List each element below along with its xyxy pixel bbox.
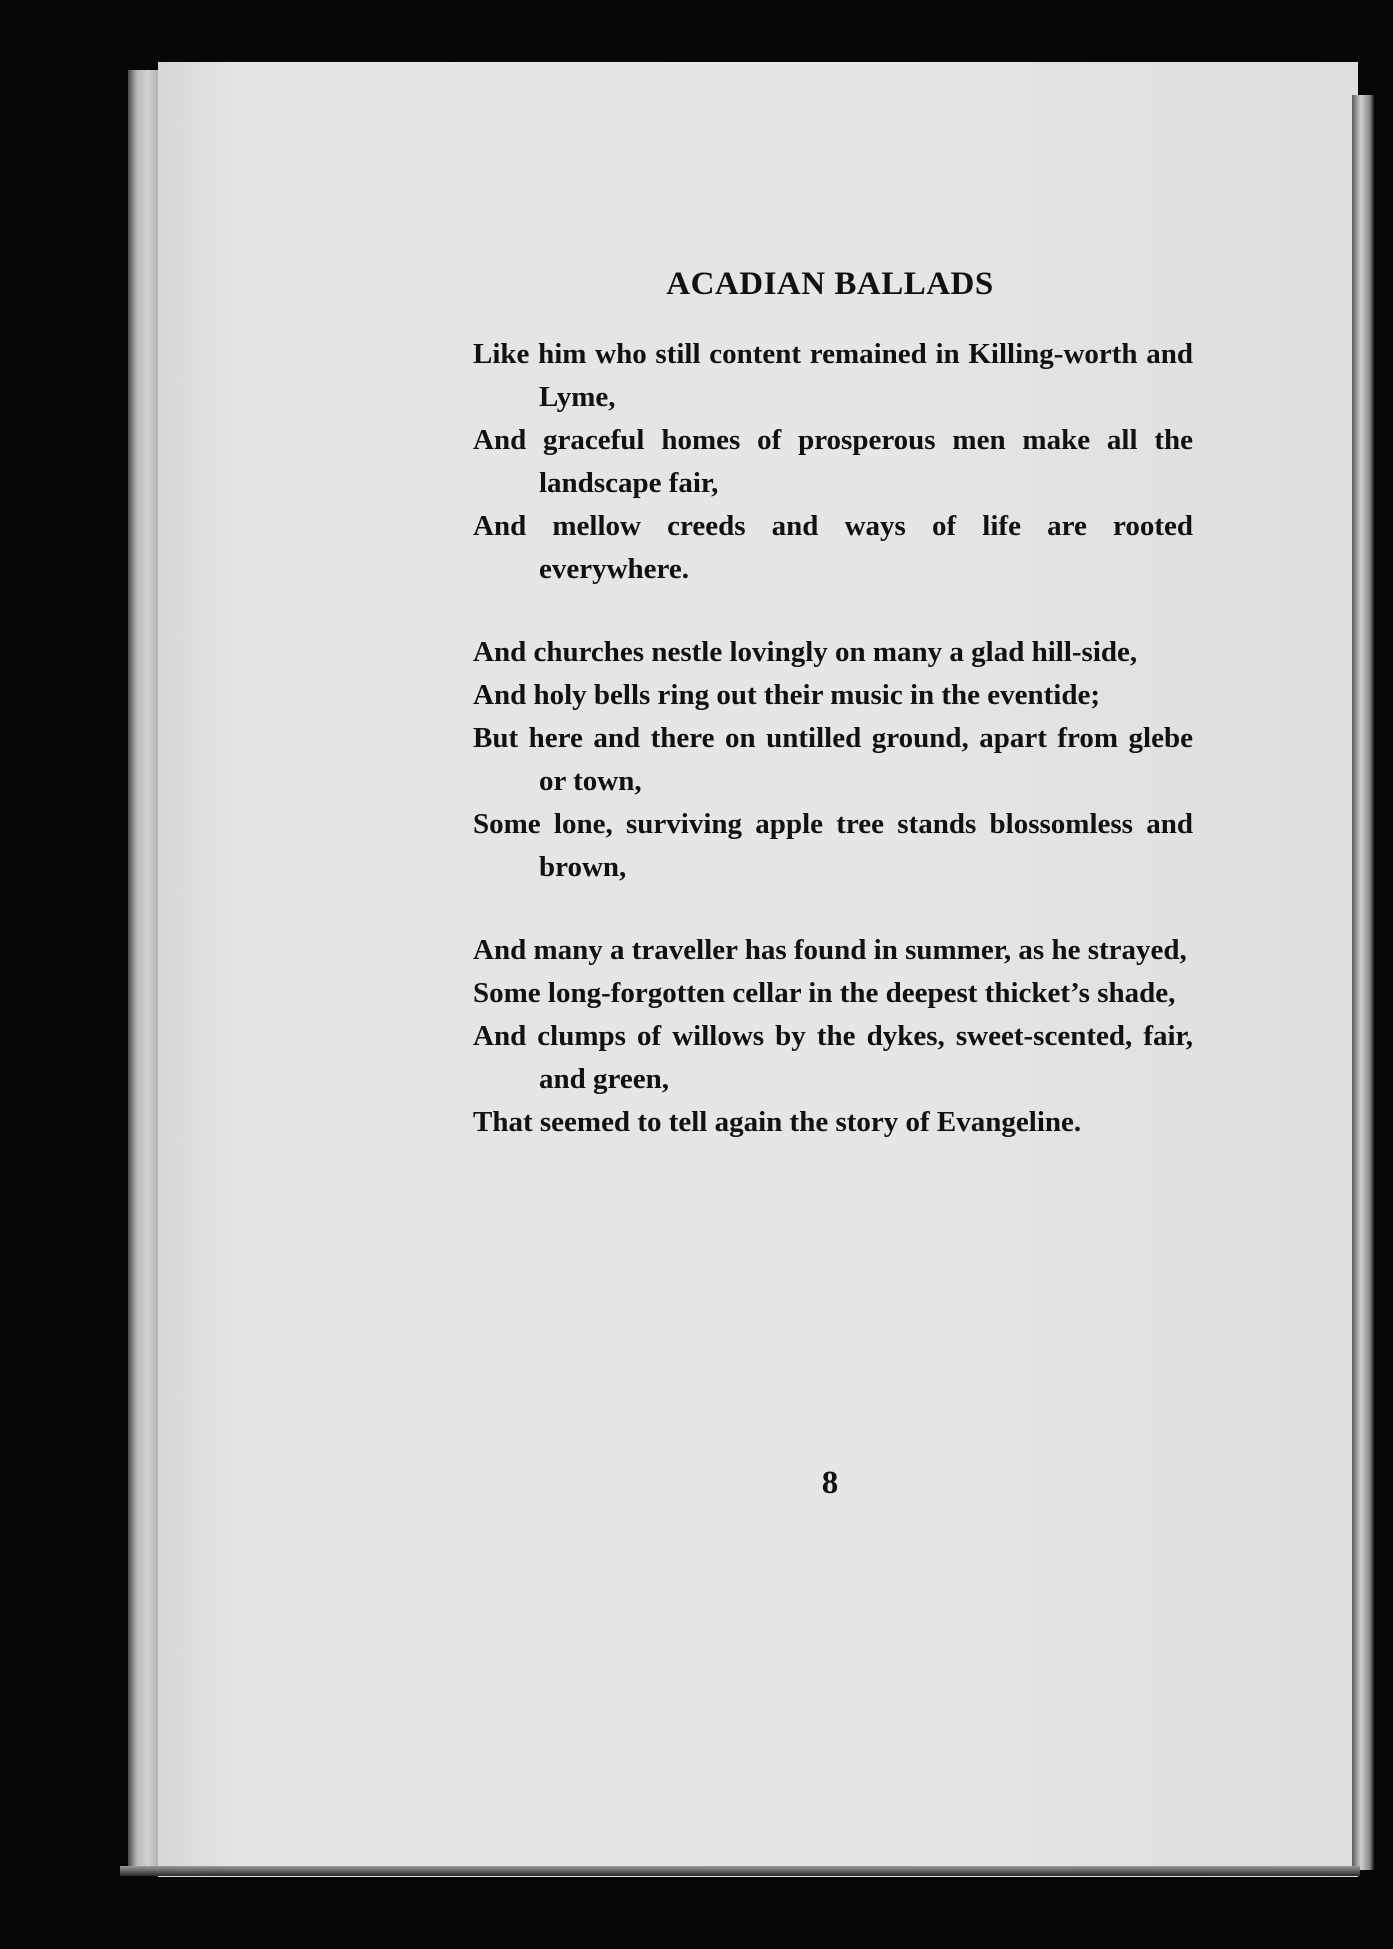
verse-line: And holy bells ring out their music in the eventide; bbox=[473, 679, 1101, 711]
stanza-3 bbox=[473, 929, 1193, 1144]
verse-line: That seemed to tell again the story of Evangeline. bbox=[473, 1106, 1082, 1138]
verse-line: Like him who still content remained in Killing-worth and Lyme, bbox=[473, 338, 1193, 413]
verse-line: Some long-forgotten cellar in the deepest thicket’s shade, bbox=[473, 977, 1176, 1009]
verse-line: And graceful homes of prosperous men make all the landscape fair, bbox=[473, 424, 1193, 499]
stanza-2 bbox=[473, 631, 1193, 889]
verse-line: And clumps of willows by the dykes, sweet-scented, fair, and green, bbox=[473, 1020, 1193, 1095]
running-head: ACADIAN BALLADS bbox=[666, 266, 994, 302]
verse-line: And many a traveller has found in summer, as he strayed, bbox=[473, 934, 1187, 966]
facing-page-edge bbox=[1352, 95, 1374, 1870]
page-bottom-edge bbox=[120, 1866, 1360, 1876]
poem-text bbox=[473, 333, 1193, 1144]
verse-line: And mellow creeds and ways of life are rooted everywhere. bbox=[473, 510, 1193, 585]
verse-line: Some lone, surviving apple tree stands blossomless and brown, bbox=[473, 808, 1193, 883]
verse-line: And churches nestle lovingly on many a glad hill-side, bbox=[473, 636, 1138, 668]
verse-line: But here and there on untilled ground, apart from glebe or town, bbox=[473, 722, 1193, 797]
page-number: 8 bbox=[821, 1465, 839, 1501]
stanza-1 bbox=[473, 333, 1193, 591]
